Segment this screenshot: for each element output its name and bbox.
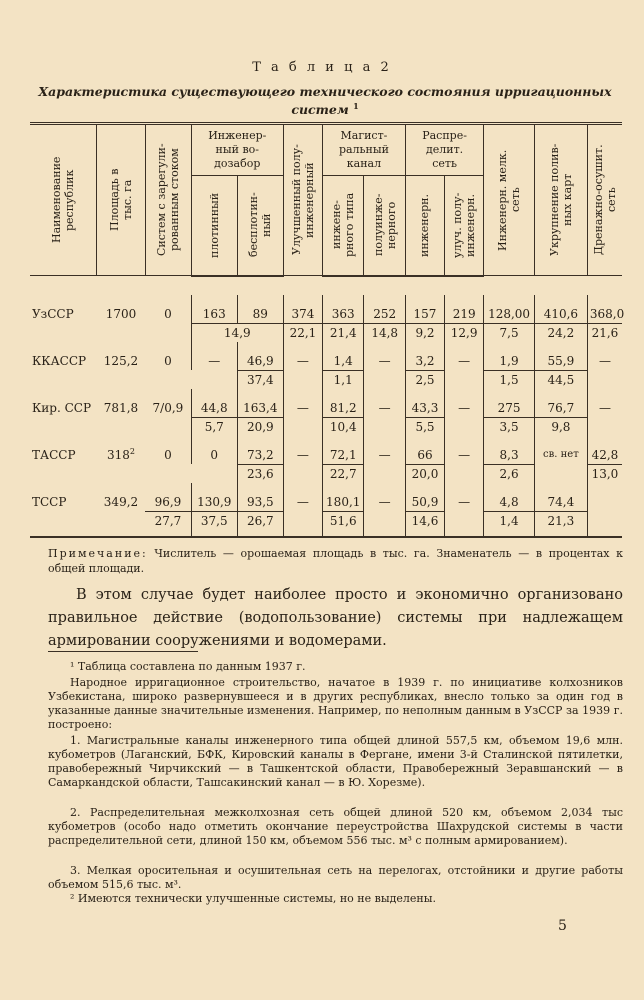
pct-cell: 51,6 bbox=[323, 511, 364, 537]
cell: 66 bbox=[405, 436, 444, 465]
pct-cell: 27,7 bbox=[145, 511, 191, 537]
cell: 0 bbox=[191, 436, 237, 465]
table-number: Т а б л и ц а 2 bbox=[252, 60, 392, 75]
pct-cell bbox=[534, 464, 587, 483]
cell: — bbox=[283, 342, 322, 371]
col-header-improved: Улучшенный полу- инженерный bbox=[283, 124, 322, 276]
cell: 157 bbox=[405, 295, 444, 324]
pct-cell: 24,2 bbox=[534, 323, 587, 342]
row-name: Кир. ССР bbox=[32, 400, 92, 415]
col-header-main-group: Магист- ральный канал bbox=[323, 124, 406, 176]
cell: — bbox=[283, 389, 322, 418]
cell: 363 bbox=[323, 295, 364, 324]
cell: 163 bbox=[191, 295, 237, 324]
cell-area: $318^2$ bbox=[106, 447, 135, 463]
footnote-rule bbox=[48, 651, 198, 652]
pct-cell bbox=[364, 511, 405, 537]
cell: 74,4 bbox=[534, 483, 587, 512]
pct-cell bbox=[364, 370, 405, 389]
cell: 349,2 bbox=[103, 494, 139, 509]
col-header-maps: Укрупнение полив- ных карт bbox=[534, 124, 587, 276]
area-footnote-mark: 2 bbox=[129, 447, 135, 457]
col-header-republic: Наименование республик bbox=[30, 124, 97, 276]
cell: 128,00 bbox=[484, 295, 535, 324]
col-header-intake-dam: плотинный bbox=[191, 176, 237, 276]
pct-cell: 12,9 bbox=[445, 323, 484, 342]
pct-cell bbox=[283, 511, 322, 537]
table-row-pct bbox=[30, 511, 622, 537]
col-header-distr-group: Распре- делит. сеть bbox=[405, 124, 483, 176]
pct-cell bbox=[283, 370, 322, 389]
pct-cell: 10,4 bbox=[323, 417, 364, 436]
cell: — bbox=[445, 342, 484, 371]
col-header-area: Площадь в тыс. га bbox=[97, 124, 145, 276]
cell: — bbox=[191, 342, 237, 371]
col-header-distr-eng: инженерн. bbox=[405, 176, 444, 276]
pct-cell: 22,7 bbox=[323, 464, 364, 483]
cell: 781,8 bbox=[103, 400, 139, 415]
pct-cell bbox=[587, 370, 622, 389]
pct-cell: 7,5 bbox=[484, 323, 535, 342]
cell: — bbox=[445, 483, 484, 512]
cell: — bbox=[283, 436, 322, 465]
cell: 0 bbox=[164, 353, 172, 368]
pct-cell: 37,4 bbox=[237, 370, 283, 389]
table-note bbox=[48, 546, 623, 576]
cell: 76,7 bbox=[534, 389, 587, 418]
pct-cell: 20,9 bbox=[237, 417, 283, 436]
pct-cell bbox=[445, 511, 484, 537]
pct-cell bbox=[445, 464, 484, 483]
row-name: УзССР bbox=[32, 306, 74, 321]
row-name: ТССР bbox=[32, 494, 67, 509]
pct-cell bbox=[283, 464, 322, 483]
cell: — bbox=[283, 483, 322, 512]
table-title-footnote-mark: 1 bbox=[353, 101, 359, 111]
pct-cell: 9,2 bbox=[405, 323, 444, 342]
table-row bbox=[30, 295, 622, 324]
cell: св. нет bbox=[534, 436, 587, 465]
pct-cell: 1,4 bbox=[484, 511, 535, 537]
cell: — bbox=[364, 389, 405, 418]
cell: — bbox=[364, 483, 405, 512]
table-row bbox=[30, 436, 622, 465]
cell: 93,5 bbox=[237, 483, 283, 512]
cell: 50,9 bbox=[405, 483, 444, 512]
footnote-item-1: 1. Магистральные каналы инженерного типа общей длиной 557,5 км, объемом 19,6 млн. кубометров (Лаганский, БФК, Кировский каналы в Фергане, имени 3-й Сталинской пятилетки, правобережный Чирчикский — в Ташкентской области, Правобережный Зеравшанский — в Самаркандской области, Ташсакинский канал — в Ю. Хорезме). bbox=[48, 734, 623, 789]
pct-cell bbox=[587, 417, 622, 436]
pct-cell: 2,6 bbox=[484, 464, 535, 483]
pct-cell: 1,5 bbox=[484, 370, 535, 389]
cell: 42,8 bbox=[587, 436, 622, 465]
footnote-item-2: 2. Распределительная межколхозная сеть общей длиной 520 км, объемом 2,034 тыс кубометров (особо надо отметить окончание переустройства Шахрудской системы в части распределительной сети, длиной 150 км, объемом 556 тыс. м³ с полным армированием). bbox=[48, 806, 623, 847]
page-number: 5 bbox=[558, 918, 567, 934]
footnote-item-3: 3. Мелкая оросительная и осушительная сеть на перелогах, отстойники и другие работы объемом 515,6 тыс. м³. bbox=[48, 864, 623, 891]
table-row bbox=[30, 483, 622, 512]
cell: 163,4 bbox=[237, 389, 283, 418]
pct-cell: 37,5 bbox=[191, 511, 237, 537]
pct-cell: 23,6 bbox=[237, 464, 283, 483]
pct-cell bbox=[587, 511, 622, 537]
cell: — bbox=[587, 342, 622, 371]
col-header-intake-group: Инженер- ный во- дозабор bbox=[191, 124, 283, 176]
cell: 0 bbox=[164, 447, 172, 462]
col-header-small: Инженерн. мелк. сеть bbox=[484, 124, 535, 276]
pct-cell: 13,0 bbox=[587, 464, 622, 483]
table-row bbox=[30, 389, 622, 418]
cell: 252 bbox=[364, 295, 405, 324]
note-text: Числитель — орошаемая площадь в тыс. га. Знаменатель — в процентах к общей площади. bbox=[48, 547, 623, 575]
cell: 96,9 bbox=[154, 494, 182, 509]
cell: 7/0,9 bbox=[152, 400, 184, 415]
pct-cell: 44,5 bbox=[534, 370, 587, 389]
table-title bbox=[30, 84, 620, 117]
col-header-distr-semi: улуч. полу- инженерн. bbox=[445, 176, 484, 276]
pct-cell: 5,5 bbox=[405, 417, 444, 436]
col-header-main-semi: полуинже- нерного bbox=[364, 176, 405, 276]
cell bbox=[587, 483, 622, 512]
pct-cell: 26,7 bbox=[237, 511, 283, 537]
col-header-drain: Дренажно-осушит. сеть bbox=[587, 124, 622, 276]
pct-cell: 14,8 bbox=[364, 323, 405, 342]
cell: 43,3 bbox=[405, 389, 444, 418]
table-title-text: Характеристика существующего технического состояния ирригационных систем bbox=[38, 84, 612, 118]
cell: 410,6 bbox=[534, 295, 587, 324]
pct-cell: 9,8 bbox=[534, 417, 587, 436]
body-paragraph: В этом случае будет наиболее просто и экономично организовано правильное действие (водопользование) системы при надлежащем армировании сооружениями и водомерами. bbox=[48, 587, 623, 649]
col-header-intake-nodam: бесплотин- ный bbox=[237, 176, 283, 276]
pct-cell bbox=[364, 464, 405, 483]
col-header-regulated: Систем с зарегули- рованным стоком bbox=[145, 124, 191, 276]
footnote-1: ¹ Таблица составлена по данным 1937 г. bbox=[70, 660, 306, 673]
pct-cell bbox=[364, 417, 405, 436]
cell: 3,2 bbox=[405, 342, 444, 371]
pct-cell: 21,4 bbox=[323, 323, 364, 342]
cell: 8,3 bbox=[484, 436, 535, 465]
table-row-pct bbox=[30, 323, 622, 342]
cell: 219 bbox=[445, 295, 484, 324]
col-header-main-eng: инжене- рного типа bbox=[323, 176, 364, 276]
irrigation-table bbox=[30, 122, 625, 538]
pct-cell: 3,5 bbox=[484, 417, 535, 436]
cell: 125,2 bbox=[103, 353, 139, 368]
cell: 368,0 bbox=[587, 295, 622, 324]
row-name: ККАССР bbox=[32, 353, 87, 368]
cell: 46,9 bbox=[237, 342, 283, 371]
cell: 1,9 bbox=[484, 342, 535, 371]
cell: 1700 bbox=[105, 306, 137, 321]
pct-cell bbox=[445, 370, 484, 389]
table-row bbox=[30, 342, 622, 371]
pct-cell: 21,6 bbox=[587, 323, 622, 342]
cell: 89 bbox=[237, 295, 283, 324]
cell: 374 bbox=[283, 295, 322, 324]
table-row-pct bbox=[30, 370, 622, 389]
cell: 180,1 bbox=[323, 483, 364, 512]
table-row-pct bbox=[30, 417, 622, 436]
pct-cell: 14,9 bbox=[191, 323, 283, 342]
cell: 1,4 bbox=[323, 342, 364, 371]
cell: — bbox=[445, 389, 484, 418]
pct-cell: 20,0 bbox=[405, 464, 444, 483]
pct-cell bbox=[445, 417, 484, 436]
cell: 4,8 bbox=[484, 483, 535, 512]
footnote-2: ² Имеются технически улучшенные системы, но не выделены. bbox=[70, 892, 436, 905]
pct-cell: 5,7 bbox=[191, 417, 237, 436]
cell: 130,9 bbox=[191, 483, 237, 512]
table-row-pct bbox=[30, 464, 622, 483]
pct-cell: 1,1 bbox=[323, 370, 364, 389]
cell: 0 bbox=[164, 306, 172, 321]
pct-cell: 21,3 bbox=[534, 511, 587, 537]
cell: 73,2 bbox=[237, 436, 283, 465]
cell: 44,8 bbox=[191, 389, 237, 418]
cell: 55,9 bbox=[534, 342, 587, 371]
cell: — bbox=[445, 436, 484, 465]
cell: 81,2 bbox=[323, 389, 364, 418]
row-name: ТАССР bbox=[32, 447, 76, 462]
pct-cell: 2,5 bbox=[405, 370, 444, 389]
pct-cell: 14,6 bbox=[405, 511, 444, 537]
pct-cell: 22,1 bbox=[283, 323, 322, 342]
pct-cell bbox=[283, 417, 322, 436]
footnote-text: Народное ирригационное строительство, начатое в 1939 г. по инициативе колхозников Узбекистана, широко развернувшееся и в других республиках, внесло только за один год в указанные данные значительные изменения. Например, по неполным данным в УзССР за 1939 г. построено: bbox=[48, 676, 623, 731]
cell: — bbox=[587, 389, 622, 418]
note-label: Примечание: bbox=[48, 547, 148, 560]
cell: 275 bbox=[484, 389, 535, 418]
cell: 72,1 bbox=[323, 436, 364, 465]
cell: — bbox=[364, 436, 405, 465]
cell: — bbox=[364, 342, 405, 371]
